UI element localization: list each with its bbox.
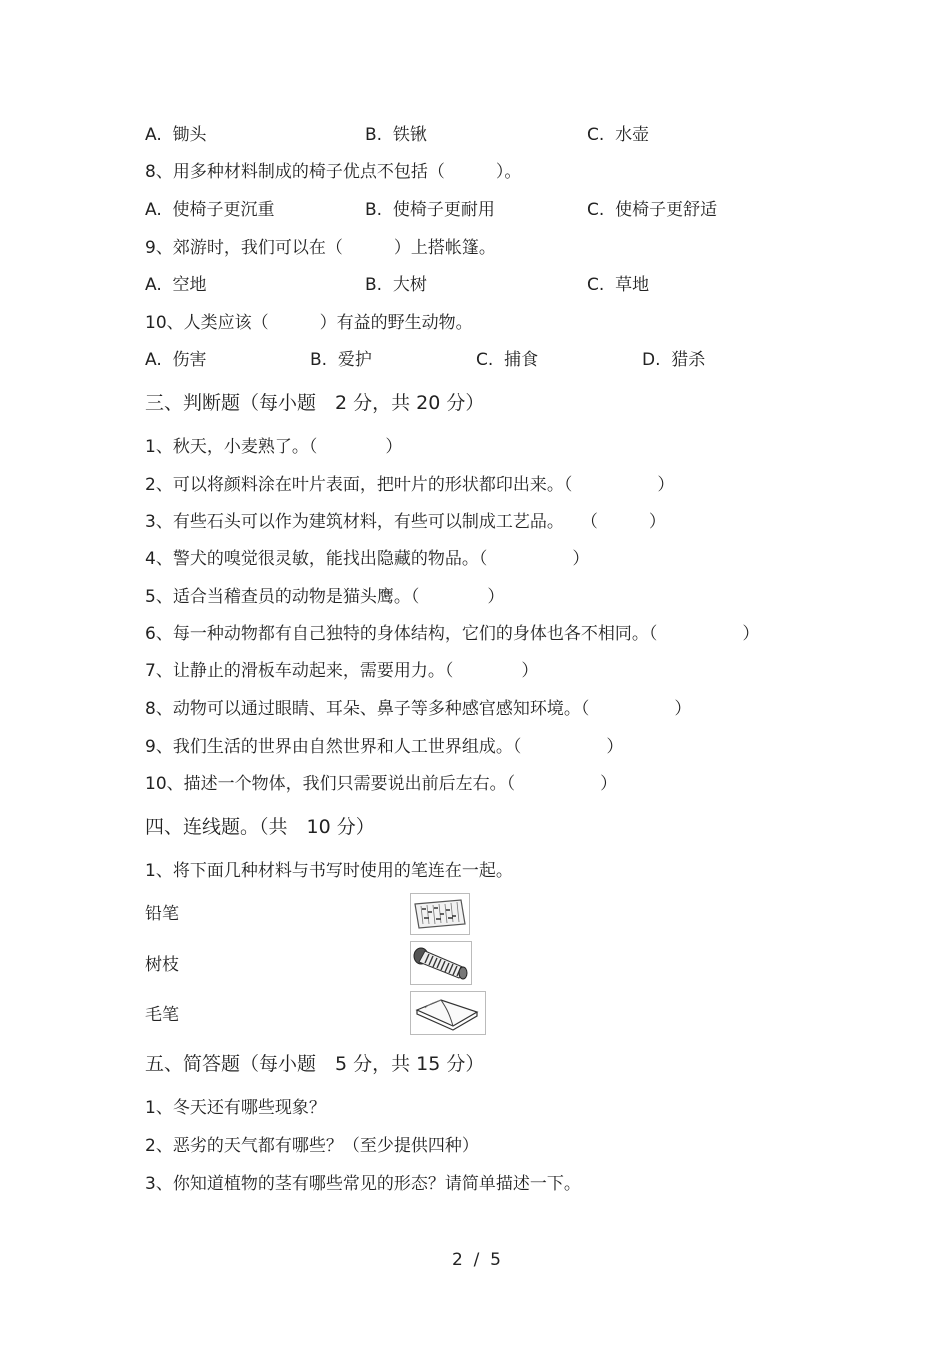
bamboo-slips-image — [410, 893, 470, 935]
section5-title: 五、简答题（每小题 5 分，共 15 分） — [145, 1053, 485, 1075]
judge-item: 1、秋天，小麦熟了。（ ） — [145, 437, 403, 457]
q10-stem: 10、人类应该（ ）有益的野生动物。 — [145, 313, 473, 333]
page-number: 2 / 5 — [452, 1250, 501, 1270]
q9-option-b: B. 大树 — [365, 275, 427, 295]
q10-option-a: A. 伤害 — [145, 350, 207, 370]
q9-option-a: A. 空地 — [145, 275, 207, 295]
judge-item: 10、描述一个物体，我们只需要说出前后左右。（ ） — [145, 774, 618, 794]
short-answer-item: 3、你知道植物的茎有哪些常见的形态？请简单描述一下。 — [145, 1174, 581, 1194]
bamboo-scroll-image — [410, 941, 472, 985]
q7-option-c: C. 水壶 — [587, 125, 650, 145]
paper-book-image — [410, 991, 486, 1035]
q7-option-b: B. 铁锹 — [365, 125, 427, 145]
matching-question: 1、将下面几种材料与书写时使用的笔连在一起。 — [145, 861, 513, 881]
q9-stem: 9、郊游时，我们可以在（ ）上搭帐篷。 — [145, 238, 496, 258]
short-answer-item: 2、恶劣的天气都有哪些？（至少提供四种） — [145, 1136, 479, 1156]
section4-title: 四、连线题。（共 10 分） — [145, 816, 375, 838]
q7-option-a: A. 锄头 — [145, 125, 207, 145]
judge-item: 4、警犬的嗅觉很灵敏，能找出隐藏的物品。（ ） — [145, 549, 590, 569]
q10-option-c: C. 捕食 — [476, 350, 539, 370]
q8-option-c: C. 使椅子更舒适 — [587, 200, 718, 220]
judge-item: 6、每一种动物都有自己独特的身体结构，它们的身体也各不相同。（ ） — [145, 624, 760, 644]
pen-label-brush: 毛笔 — [145, 1005, 179, 1025]
judge-item: 5、适合当稽查员的动物是猫头鹰。（ ） — [145, 587, 505, 607]
judge-item: 2、可以将颜料涂在叶片表面，把叶片的形状都印出来。（ ） — [145, 475, 675, 495]
judge-item: 7、让静止的滑板车动起来，需要用力。（ ） — [145, 661, 539, 681]
judge-item: 8、动物可以通过眼睛、耳朵、鼻子等多种感官感知环境。（ ） — [145, 699, 692, 719]
q8-option-b: B. 使椅子更耐用 — [365, 200, 495, 220]
q10-option-d: D. 猎杀 — [642, 350, 706, 370]
q9-option-c: C. 草地 — [587, 275, 650, 295]
pen-label-pencil: 铅笔 — [145, 904, 179, 924]
judge-item: 3、有些石头可以作为建筑材料，有些可以制成工艺品。 （ ） — [145, 512, 666, 532]
short-answer-item: 1、冬天还有哪些现象？ — [145, 1098, 326, 1118]
q8-option-a: A. 使椅子更沉重 — [145, 200, 275, 220]
section3-title: 三、判断题（每小题 2 分，共 20 分） — [145, 392, 485, 414]
pen-label-twig: 树枝 — [145, 955, 179, 975]
q10-option-b: B. 爱护 — [310, 350, 372, 370]
q8-stem: 8、用多种材料制成的椅子优点不包括（ ）。 — [145, 162, 522, 182]
judge-item: 9、我们生活的世界由自然世界和人工世界组成。（ ） — [145, 737, 624, 757]
